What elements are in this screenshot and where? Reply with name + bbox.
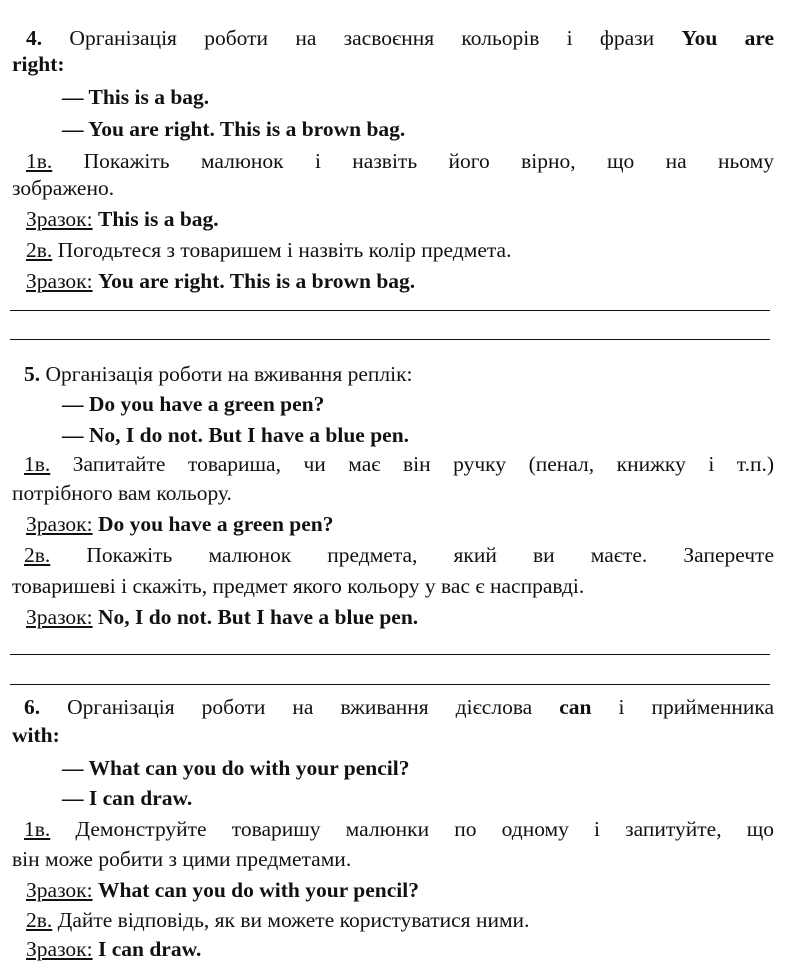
answer-line [10, 684, 770, 685]
section-4-example-2-label: Зразок: [26, 269, 93, 293]
section-6-example-1 [26, 876, 774, 904]
section-4-task-1-label: 1в. [26, 149, 53, 173]
section-5-example-2-label: Зразок: [26, 605, 93, 629]
section-6-example-2-text: I can draw. [97, 937, 202, 961]
section-4-number: 4. [26, 26, 43, 50]
section-4-title-line-1 [26, 24, 774, 52]
section-4-task-1-line-1 [26, 147, 774, 175]
section-6-task-2-label: 2в. [26, 908, 53, 932]
section-5-task-2-text-1: Покажіть малюнок предмета, який ви маєте. Заперечте [86, 543, 774, 567]
section-5-number: 5. [24, 362, 41, 386]
section-4-title: Організація роботи на засвоєння кольорів і фрази [69, 26, 655, 50]
section-6-title-line-2 [12, 721, 774, 749]
section-6-title-a: Організація роботи на вживання дієслова [67, 695, 533, 719]
section-6-example-2 [26, 935, 774, 963]
section-4-phrase-part-2: right: [12, 52, 65, 76]
section-4-task-2-text: Погодьтеся з товаришем і назвіть колір предмета. [57, 238, 512, 262]
section-4-dialog-line-2: — You are right. This is a brown bag. [62, 117, 406, 141]
section-4-task-2 [26, 236, 774, 264]
section-6-example-1-label: Зразок: [26, 878, 93, 902]
section-4-dialog-line-1: — This is a bag. [62, 85, 210, 109]
section-5-task-2-line-1 [24, 541, 774, 569]
answer-line [10, 339, 770, 340]
section-5-example-1-text: Do you have a green pen? [97, 512, 334, 536]
section-6-task-1-label: 1в. [24, 817, 51, 841]
section-4-example-2 [26, 267, 774, 295]
section-6-example-2-label: Зразок: [26, 937, 93, 961]
section-4-task-2-label: 2в. [26, 238, 53, 262]
section-5-dialog-line-1: — Do you have a green pen? [62, 392, 325, 416]
section-6-dialog-line-2: — I can draw. [62, 786, 193, 810]
answer-line [10, 654, 770, 655]
section-4-example-1-label: Зразок: [26, 207, 93, 231]
section-4-task-1-text-2: зображено. [12, 176, 115, 200]
section-4-task-1-text-1: Покажіть малюнок і назвіть його вірно, що на ньому [83, 149, 774, 173]
section-4-example-2-text: You are right. This is a brown bag. [97, 269, 416, 293]
section-5-task-1-line-1 [24, 450, 774, 478]
section-6-task-2-text: Дайте відповідь, як ви можете користуватися ними. [57, 908, 530, 932]
section-6-title-line-1 [24, 693, 774, 721]
answer-line [10, 310, 770, 311]
section-6-number: 6. [24, 695, 41, 719]
section-5-task-1-label: 1в. [24, 452, 51, 476]
section-6-task-1-line-1 [24, 815, 774, 843]
section-6-example-1-text: What can you do with your pencil? [97, 878, 419, 902]
section-6-word-with: with: [12, 723, 60, 747]
section-4-title-line-2 [12, 50, 774, 78]
section-4-phrase-part-1: You are [681, 26, 775, 50]
section-5-dialog-line-2: — No, I do not. But I have a blue pen. [62, 423, 410, 447]
section-5-example-2-text: No, I do not. But I have a blue pen. [97, 605, 419, 629]
section-5-example-1-label: Зразок: [26, 512, 93, 536]
section-5-task-2-text-2: товаришеві і скажіть, предмет якого кольору у вас є насправді. [12, 574, 585, 598]
section-6-dialog-line-1: — What can you do with your pencil? [62, 756, 410, 780]
section-4-example-1 [26, 205, 774, 233]
section-6-task-2 [26, 906, 774, 934]
section-6-task-1-text-2: він може робити з цими предметами. [12, 847, 352, 871]
section-5-example-2 [26, 603, 774, 631]
section-5-title: Організація роботи на вживання реплік: [45, 362, 413, 386]
section-6-task-1-text-1: Демонструйте товаришу малюнки по одному і запитуйте, що [75, 817, 774, 841]
section-5-title-line [24, 360, 774, 388]
section-4-example-1-text: This is a bag. [97, 207, 219, 231]
section-6-title-b: і прийменника [618, 695, 775, 719]
section-5-task-1-text-1: Запитайте товариша, чи має він ручку (пенал, книжку і т.п.) [72, 452, 774, 476]
section-5-task-2-label: 2в. [24, 543, 51, 567]
section-5-example-1 [26, 510, 774, 538]
section-6-word-can: can [559, 695, 592, 719]
section-5-task-1-text-2: потрібного вам кольору. [12, 481, 232, 505]
